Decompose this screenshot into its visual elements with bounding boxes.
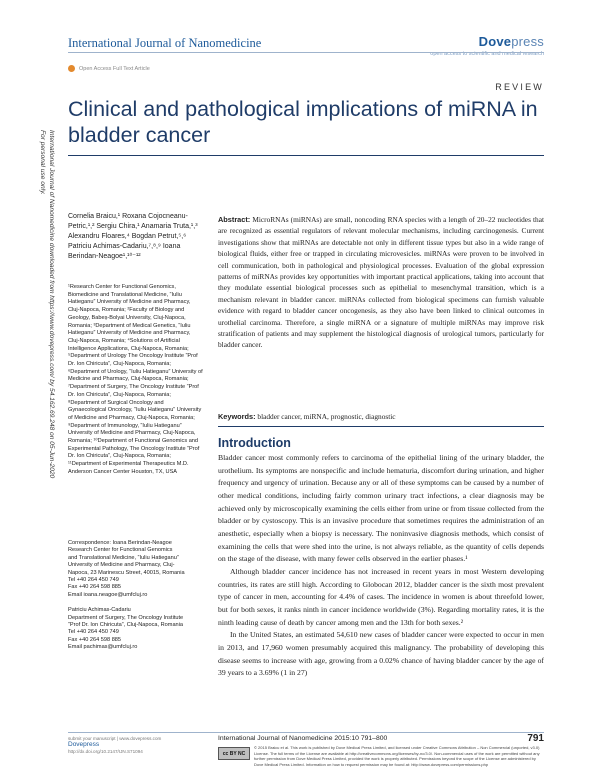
publisher-logo[interactable]	[430, 34, 544, 57]
header-divider	[68, 52, 544, 53]
journal-name[interactable]: International Journal of Nanomedicine	[68, 36, 262, 50]
corr-line: Tel +40 264 450 749	[68, 629, 119, 636]
corr-line: Research Center for Functional Genomics	[68, 547, 173, 554]
corr-line: “Prof Dr. Ion Chiricuta”, Cluj-Napoca, Romania	[68, 622, 184, 629]
correspondence	[68, 540, 208, 660]
correspondence-block-2	[68, 607, 208, 651]
open-access-text: Open Access Full Text Article	[79, 65, 150, 72]
brand-light: press	[511, 34, 544, 49]
footer-divider	[68, 732, 544, 733]
corr-email-link[interactable]: Email pachimas@umfcluj.ro	[68, 644, 138, 651]
corr-line: Fax +40 264 598 885	[68, 636, 122, 643]
abstract-label: Abstract:	[218, 215, 251, 224]
keywords-divider	[218, 426, 544, 427]
corr-line: Napoca, 23 Marinescu Street, 40015, Romania	[68, 569, 185, 576]
keywords	[218, 411, 544, 422]
open-access-icon	[68, 65, 75, 72]
keywords-label: Keywords:	[218, 412, 256, 421]
introduction-heading: Introduction	[218, 436, 291, 450]
open-access-label	[68, 65, 154, 72]
affiliations: ¹Research Center for Functional Genomics, Biomedicine and Translational Medicine, “Iuliu Hatieganu” University of Medicine and Pharmacy, Cluj-Napoca, Romania; ²Faculty of Biology and Geology, Babeș-Bolyai University, Cluj-Napoca, Romania; ³Department of Medical Genetics, “Iuliu Hatieganu” University of Medicine and Pharmacy, Cluj-Napoca, Romania; ⁴Solutions of Artificial Intelligence Applications, Cluj-Napoca, Romania; ⁵Department of Urology The Oncology Institute “Prof Dr. Ion Chiricuta”, Cluj-Napoca, Romania; ⁶Department of Urology, “Iuliu Hatieganu” University of Medicine and Pharmacy, Cluj-Napoca, Romania; ⁷Department of Surgery, The Oncology Institute “Prof Dr. Ion Chiricuta”, Cluj-Napoca, Romania; ⁸Department of Surgical Oncology and Gynaecological Oncology, “Iuliu Hatieganu” University of Medicine and Pharmacy, Cluj-Napoca, Romania; ⁹Department of Immunology, “Iuliu Hatieganu” University of Medicine and Pharmacy, Cluj-Napoca, Romania; ¹⁰Department of Functional Genomics and Experimental Pathology, The Oncology Institute “Prof Dr. Ion Chiricuta”, Cluj-Napoca, Romania; ¹¹Department of Experimental Therapeutics M.D. Anderson Cancer Center Houston, TX, USA	[68, 284, 203, 475]
keywords-text: bladder cancer, miRNA, prognostic, diagnostic	[257, 412, 396, 421]
doi-link[interactable]: http://dx.doi.org/10.2147/IJN.S71094	[68, 748, 143, 754]
publisher-tagline: open access to scientific and medical research	[430, 51, 544, 57]
corr-line: Fax +40 264 598 885	[68, 584, 122, 591]
article-type: REVIEW	[495, 82, 544, 92]
corr-email-link[interactable]: Email ioana.neagoe@umfcluj.ro	[68, 591, 148, 598]
intro-paragraph-1: Bladder cancer most commonly refers to carcinoma of the epithelial lining of the urinary bladder, the urothelium. Its symptoms are nonspecific and include hematuria, discomfort during urination, and higher frequency and urgency of urination. Because any or all of these symptoms can be caused by a number of other medical conditions, including fairly common urinary tract infections, a clear diagnosis may be achieved only by microscopically examining the cells either from urine or from tissue collected from the bladder or by cystoscopy. This is an invasive procedure that sometimes requires the administration of an anesthetic, especially when a biopsy is necessary. The noninvasive diagnosis methods, which consist of examining the cells that were shed into the urine, is not always reliable, as the quantity of cells depends on the stage of the disease, with many fewer cells observed in the earlier phases.¹	[218, 453, 544, 564]
corr-line: Department of Surgery, The Oncology Institute	[68, 614, 184, 621]
license-text: © 2015 Braicu et al. This work is published by Dove Medical Press Limited, and licensed under Creative Commons Attribution – Non Commercial (unported, v3.0) License. The full terms of the License are available at http://creativecommons.org/licenses/by-nc/3.0/. Non-commercial uses of the work are permitted without any further permission from Dove Medical Press Limited, provided the work is properly attributed. Permissions beyond the scope of the License are administered by Dove Medical Press Limited. Information on how to request permission may be found at: http://www.dovepress.com/permissions.php	[254, 745, 540, 767]
download-note-line2: For personal use only.	[39, 130, 46, 195]
corr-line: University of Medicine and Pharmacy, Cluj-	[68, 562, 175, 569]
submit-manuscript-link[interactable]: submit your manuscript | www.dovepress.com	[68, 736, 162, 741]
corr-line: and Translational Medicine, “Iuliu Hatieganu”	[68, 554, 179, 561]
footer-links	[68, 736, 208, 755]
page-number: 791	[527, 733, 544, 744]
correspondence-block-1	[68, 540, 208, 599]
footer-publisher[interactable]: Dovepress	[68, 741, 100, 749]
corr-line: Tel +40 264 450 749	[68, 577, 119, 584]
introduction-body	[218, 452, 544, 680]
creative-commons-icon[interactable]	[218, 747, 250, 760]
corr-line: Patriciu Achimas-Cadariu	[68, 607, 131, 614]
intro-paragraph-2: Although bladder cancer incidence has not increased in recent years in most Western developing countries, its rates are still high. According to Globocan 2012, bladder cancer is the sixth most prevalent type of cancer in men, accounting for 4.4% of cases. The incidence in women is about threefold lower, but for both sexes, it ranks ninth in cancer incidence worldwide (3%). Regarding mortality rates, it is the ninth leading cause of death by cancer among men and the 13th for both sexes.²	[218, 566, 544, 627]
footer-citation: International Journal of Nanomedicine 2015:10 791–800	[218, 735, 388, 742]
title-divider	[68, 155, 544, 156]
download-note	[39, 130, 70, 600]
intro-paragraph-3: In the United States, an estimated 54,610 new cases of bladder cancer were expected to occur in men in 2013, and 17,960 women presumably acquired this malignancy. The probability of developing this disease seems to increase with age, growing from a 0.02% chance of having bladder cancer by the age of 39 years to a 3.69% (1 in 27)	[218, 630, 544, 678]
abstract	[218, 214, 544, 351]
brand-bold: Dove	[478, 34, 512, 49]
abstract-text: MicroRNAs (miRNAs) are small, noncoding RNA species with a length of 20–22 nucleotides that are recognized as essential regulators of relevant molecular mechanisms, including carcinogenesis. Current investigations show that miRNAs are detectable not only in different tissue types but also in a wide range of biological fluids, either free or trapped in circulating microvesicles. miRNAs were proven to be involved in cell communication, both in pathological and physiological processes. Evaluation of the global expression patterns of miRNAs provides key opportunities with important practical applications, taking into account that they modulate essential biological processes such as epithelial to mesenchymal transition, which is a mechanism relevant in bladder cancer. miRNAs collected from biological specimens can furnish valuable evidence with regard to bladder cancer oncogenesis, as they also have been linked to clinical outcomes in urothelial carcinoma. Therefore, a single miRNA or a signature of multiple miRNAs may improve risk stratification of patients and may supplement the histological diagnosis of urological tumors, particularly for bladder cancer.	[218, 215, 544, 350]
article-title: Clinical and pathological implications of miRNA in bladder cancer	[68, 97, 538, 147]
corr-line: Correspondence: Ioana Berindan-Neagoe	[68, 540, 172, 546]
cc-label: cc BY NC	[222, 750, 246, 757]
download-note-line1: International Journal of Nanomedicine downloaded from https://www.dovepress.com/ by 54.162.69.248 on 05-Jun-2020	[48, 130, 55, 479]
author-list: Cornelia Braicu,¹ Roxana Cojocneanu-Petric,¹,² Sergiu Chira,¹ Anamaria Truta,¹,³ Alexandru Floares,⁴ Bogdan Petrut,⁵,⁶ Patriciu Achimas-Cadariu,⁷,⁸,⁹ Ioana Berindan-Neagoe¹,¹⁰⁻¹²	[68, 213, 198, 260]
